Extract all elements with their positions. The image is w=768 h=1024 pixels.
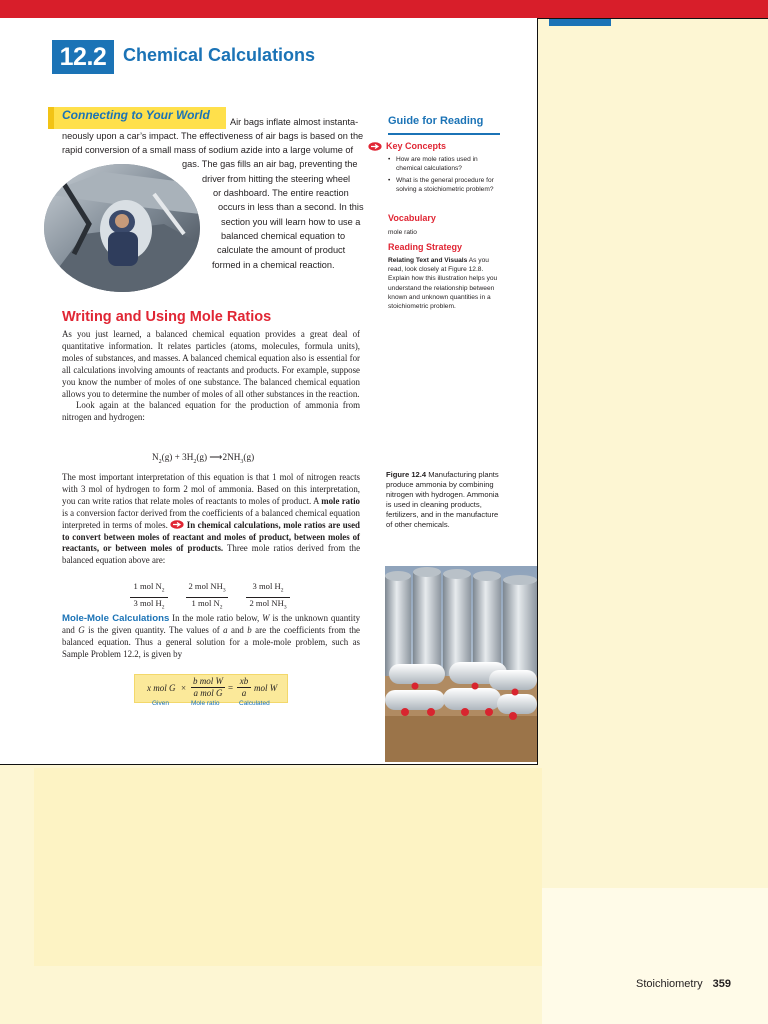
figure-label: Figure 12.4 xyxy=(386,470,427,479)
mole-ratio-3 xyxy=(246,581,290,613)
mole-ratio-1 xyxy=(130,581,168,613)
var-b: b xyxy=(247,624,252,635)
text-run: In the mole ratio below, xyxy=(169,613,263,623)
ammonia-plant-photo xyxy=(385,566,537,762)
intro-line: balanced chemical equation to xyxy=(221,231,346,241)
lower-blank-panel xyxy=(34,768,542,966)
key-concept-item xyxy=(388,155,500,173)
term-mole-ratio: mole ratio xyxy=(321,495,360,506)
eq-sub: 3 xyxy=(240,458,244,465)
label-given: Given xyxy=(152,700,169,707)
molemole-paragraph xyxy=(62,613,360,661)
ratio-sub: 3 xyxy=(283,604,287,611)
formula-ratio-num: b mol W xyxy=(193,676,223,686)
intro-line: formed in a chemical reaction. xyxy=(212,260,335,270)
label-ratio: Mole ratio xyxy=(191,700,220,707)
ratio-den: 1 mol N xyxy=(191,597,220,608)
top-color-band xyxy=(0,0,768,18)
eq-sub: 2 xyxy=(193,458,197,465)
concept-text: How are mole ratios used in chemical calculations? xyxy=(396,156,478,173)
vocabulary-term: mole ratio xyxy=(388,229,417,236)
margin-rule xyxy=(537,18,768,19)
reading-strategy-text xyxy=(388,256,500,311)
text-run: is a conversion factor derived from the coefficients of a balanced chemical equation interpreted in terms of moles. xyxy=(62,507,360,530)
text-run: is the unknown quantity and xyxy=(62,613,361,635)
intro-line: occurs in less than a second. In this xyxy=(218,202,364,212)
body-paragraph-3 xyxy=(62,472,360,567)
var-g: G xyxy=(78,624,85,635)
molemole-heading: Mole-Mole Calculations xyxy=(62,613,170,624)
concept-text: What is the general procedure for solving a stoichiometric problem? xyxy=(396,177,494,194)
eq-sub: 2 xyxy=(158,458,162,465)
paragraph-text xyxy=(62,613,360,661)
formula-result-unit: mol W xyxy=(254,683,278,693)
eq-n2: N xyxy=(152,452,159,462)
ratio-sub: 2 xyxy=(280,587,284,594)
paragraph-text xyxy=(62,472,360,567)
section-number-badge: 12.2 xyxy=(52,40,114,74)
intro-line: section you will learn how to use a xyxy=(221,217,361,227)
formula-given: x mol G xyxy=(147,683,176,693)
mole-ratios xyxy=(130,581,310,609)
eq-state: (g) xyxy=(243,452,255,462)
key-concepts-icon xyxy=(368,142,382,151)
intro-line: calculate the amount of product xyxy=(217,245,346,255)
label-calculated: Calculated xyxy=(239,700,270,707)
strategy-body: As you read, look closely at Figure 12.8. Explain how this illustration helps you understand the relationship between known and unknown quantities in a stoichiometric problem. xyxy=(388,257,498,311)
balanced-equation xyxy=(152,452,254,465)
bullet: • xyxy=(388,177,391,184)
crash-test-photo xyxy=(44,164,200,292)
intro-line: driver from hitting the steering wheel xyxy=(202,174,351,184)
general-solution-formula xyxy=(134,674,288,703)
guide-rule xyxy=(388,133,500,135)
ratio-sub: 2 xyxy=(161,604,165,611)
intro-line: rapid conversion of a small mass of sodium azide into a large volume of xyxy=(62,145,354,155)
bullet: • xyxy=(388,156,391,163)
formula-times: × xyxy=(181,683,187,693)
formula-result-frac xyxy=(237,676,251,699)
intro-line: neously upon a car’s impact. The effectiveness of air bags is based on the xyxy=(62,131,364,141)
text-run: and xyxy=(227,624,248,635)
strategy-title: Relating Text and Visuals xyxy=(388,257,468,264)
text-run: are the coefficients from the balanced equation. Thus a general solution for a mole-mole problem, such as Sample Problem 12.2, is given by xyxy=(62,624,360,659)
ratio-sub: 2 xyxy=(219,604,223,611)
formula-ratio xyxy=(191,676,225,699)
connecting-label: Connecting to Your World xyxy=(62,108,210,122)
page-number: 359 xyxy=(712,978,731,990)
ratio-sub: 3 xyxy=(222,587,226,594)
key-concept-text: In chemical calculations, mole ratios are used to convert between moles of reactant and moles of product, between moles of reactants, or between moles of products. xyxy=(62,519,360,554)
key-concepts-heading: Key Concepts xyxy=(386,141,447,151)
eq-state: (g) xyxy=(196,452,208,462)
key-concept-item xyxy=(388,176,500,194)
reading-strategy-heading: Reading Strategy xyxy=(388,242,463,252)
eq-mid: (g) + 3H xyxy=(161,452,194,462)
paragraph-text: As you just learned, a balanced chemical equation provides a great deal of quantitative information. It relates particles (atoms, molecules, formula units), moles of substances, and masses. A balanced chemical equation also is essential for all calculations involving amounts of reactants and products. For example, suppose you know the number of moles of one substance. The balanced chemical equation allows you to determine the number of moles of all other substances in the reaction. xyxy=(62,329,360,399)
formula-res-den: a xyxy=(241,688,247,698)
section-title: Chemical Calculations xyxy=(123,45,316,65)
top-band-tab xyxy=(549,18,611,26)
formula-ratio-den: a mol G xyxy=(193,688,223,698)
intro-line: gas. The gas fills an air bag, preventing the xyxy=(182,159,358,169)
text-run: Three mole ratios derived from the balanced equation above are: xyxy=(62,543,361,566)
intro-line: Air bags inflate almost instanta- xyxy=(230,117,359,127)
var-w: W xyxy=(262,613,270,623)
chapter-name: Stoichiometry xyxy=(636,978,703,990)
ratio-sub: 2 xyxy=(161,587,165,594)
mole-ratio-2 xyxy=(186,581,228,613)
text-run: is the given quantity. The values of xyxy=(84,624,224,635)
text-run: The most important interpretation of this equation is that 1 mol of nitrogen reacts with 3 mol of hydrogen to form 2 mol of ammonia. Based on this interpretation, you can write ratios that relate moles of reactants to moles of product. A xyxy=(62,472,360,506)
guide-heading: Guide for Reading xyxy=(388,115,484,127)
key-concept-icon xyxy=(170,520,184,529)
ratio-num: 1 mol N xyxy=(133,581,162,591)
lower-right-panel xyxy=(542,888,768,1024)
writing-heading: Writing and Using Mole Ratios xyxy=(62,309,272,325)
vocabulary-heading: Vocabulary xyxy=(388,213,436,223)
body-paragraph-1 xyxy=(62,329,360,424)
var-a: a xyxy=(223,624,228,635)
paragraph-text: Look again at the balanced equation for the production of ammonia from nitrogen and hydrogen: xyxy=(62,400,360,423)
figure-caption-text: Manufacturing plants produce ammonia by combining nitrogen with hydrogen. Ammonia is used in cleaning products, fertilizers, and in the manufacture of other chemicals. xyxy=(386,470,499,529)
ratio-den: 2 mol NH xyxy=(249,597,284,608)
ratio-num: 3 mol H xyxy=(252,581,281,591)
figure-caption xyxy=(386,470,504,530)
page-footer xyxy=(636,978,731,990)
ratio-num: 2 mol NH xyxy=(188,581,223,591)
eq-product: 2NH xyxy=(222,452,241,462)
formula-res-num: xb xyxy=(237,676,251,688)
intro-line: or dashboard. The entire reaction xyxy=(213,188,349,198)
formula-equals: = xyxy=(228,683,234,693)
eq-arrow: ⟶ xyxy=(209,452,223,462)
ratio-den: 3 mol H xyxy=(133,597,162,608)
